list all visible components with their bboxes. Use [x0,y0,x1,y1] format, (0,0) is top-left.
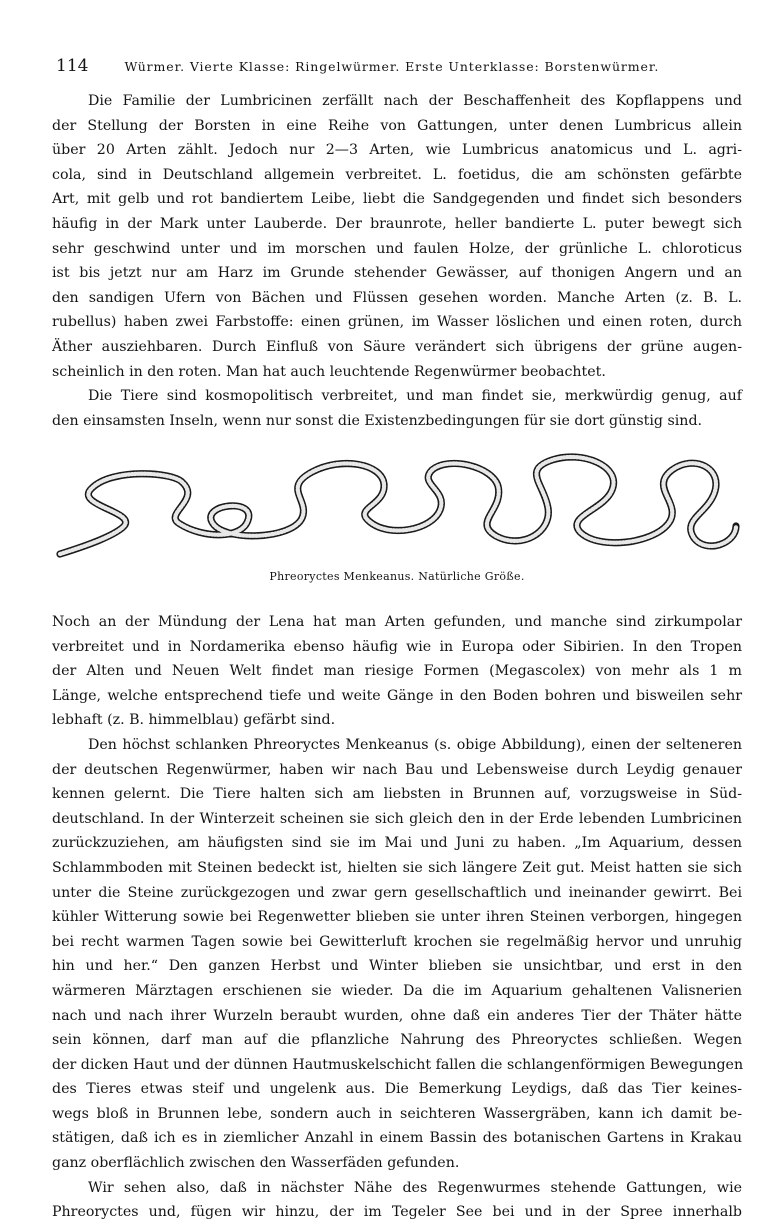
text-line: Schlammboden mit Steinen bedeckt ist, hielten sie sich längere Zeit gut. Meist hatten sie sich [52,859,742,876]
text-line: rubellus) haben zwei Farbstoffe: einen grünen, im Wasser löslichen und einen roten, durch [52,314,742,331]
paragraph [52,610,742,733]
text-line: des Tieres etwas steif und ungelenk aus. Die Bemerkung Leydigs, daß das Tier keines- [52,1081,742,1098]
text-line: lebhaft (z. B. himmelblau) gefärbt sind. [52,712,336,729]
text-line: der deutschen Regenwürmer, haben wir nach Bau und Lebensweise durch Leydig genauer [52,761,742,778]
page-header [56,56,736,78]
text-line: unter die Steine zurückgezogen und zwar gern gesellschaftlich und ineinander gewirrt. Bei [52,884,742,901]
text-line: der Alten und Neuen Welt findet man riesige Formen (Megascolex) von mehr als 1 m [52,663,742,680]
text-line: Äther ausziehbaren. Durch Einfluß von Säure verändert sich übrigens der grüne augen- [52,338,742,355]
text-line: sein können, darf man auf die pflanzliche Nahrung des Phreoryctes schließen. Wegen [52,1032,742,1049]
text-line: hin und her.“ Den ganzen Herbst und Winter blieben sie unsichtbar, und erst in den [52,958,742,975]
text-line: wegs bloß in Brunnen lebe, sondern auch in seichteren Wassergräben, kann ich damit be- [52,1105,742,1122]
text-line: den einsamsten Inseln, wenn nur sonst die Existenzbedingungen für sie dort günstig sind. [52,412,703,429]
paragraph [52,733,742,1176]
text-line: ganz oberflächlich zwischen den Wasserfäden gefunden. [52,1155,460,1172]
text-line: bei recht warmen Tagen sowie bei Gewitterluft krochen sie regelmäßig hervor und unruhig [52,933,742,950]
paragraph [52,89,742,384]
text-line: häufig in der Mark unter Lauberde. Der braunrote, heller bandierte L. puter bewegt sich [52,215,742,232]
text-line: ist bis jetzt nur am Harz im Grunde stehender Gewässer, auf thonigen Angern und an [52,265,742,282]
text-line: wärmeren Märztagen erschienen sie wieder. Da die im Aquarium gehaltenen Valisnerien [52,982,742,999]
text-line: sehr geschwind unter und im morschen und faulen Holze, der grünliche L. chloroticus [52,240,742,257]
text-line: verbreitet und in Nordamerika ebenso häufig wie in Europa oder Sibirien. In den Tropen [52,638,742,655]
text-block-bottom [52,610,742,1225]
text-line: deutschland. In der Winterzeit scheinen sie sich gleich den in der Erde lebenden Lumbricinen [52,810,742,827]
figure-caption: Phreoryctes Menkeanus. Natürliche Größe. [269,570,525,583]
running-head: Würmer. Vierte Klasse: Ringelwürmer. Erste Unterklasse: Borstenwürmer. [124,59,660,74]
text-line: Die Familie der Lumbricinen zerfällt nach der Beschaffenheit des Kopflappens und [88,93,742,109]
text-line: der dicken Haut und der dünnen Hautmuskelschicht fallen die schlangenförmigen Bewegungen [52,1056,744,1073]
text-line: Noch an der Mündung der Lena hat man Arten gefunden, und manche sind zirkumpolar [52,614,742,630]
worm-illustration [52,448,742,568]
text-line: den sandigen Ufern von Bächen und Flüssen gesehen worden. Manche Arten (z. B. L. [52,289,742,306]
text-line: kennen gelernt. Die Tiere halten sich am liebsten in Brunnen auf, vorzugsweise in Süd- [52,786,742,803]
text-block-top [52,89,742,433]
text-line: scheinlich in den roten. Man hat auch leuchtende Regenwürmer beobachtet. [52,363,606,380]
text-line: kühler Witterung sowie bei Regenwetter blieben sie unter ihren Steinen verborgen, hingegen [52,909,742,926]
text-line: Die Tiere sind kosmopolitisch verbreitet, und man findet sie, merkwürdig genug, auf [88,388,742,405]
paragraph [52,384,742,433]
text-line: stätigen, daß ich es in ziemlicher Anzahl in einem Bassin des botanischen Gartens in Krakau [52,1130,742,1147]
page-number: 114 [56,56,89,76]
text-line: Den höchst schlanken Phreoryctes Menkeanus (s. obige Abbildung), einen der selteneren [88,736,742,753]
paragraph [52,1176,742,1225]
text-line: nach und nach ihrer Wurzeln beraubt wurden, ohne daß ein anderes Tier der Thäter hätte [52,1007,742,1024]
text-line: cola, sind in Deutschland allgemein verbreitet. L. foetidus, die am schönsten gefärbte [52,166,742,183]
text-line: der Stellung der Borsten in eine Reihe von Gattungen, unter denen Lumbricus allein [52,117,742,134]
text-line: über 20 Arten zählt. Jedoch nur 2—3 Arten, wie Lumbricus anatomicus und L. agri- [52,142,742,159]
text-line: Länge, welche entsprechend tiefe und weite Gänge in den Boden bohren und bisweilen sehr [52,687,742,704]
text-line: Art, mit gelb und rot bandiertem Leibe, liebt die Sandgegenden und findet sich besonders [52,191,742,208]
text-line: Phreoryctes und, fügen wir hinzu, der im Tegeler See bei und in der Spree innerhalb [52,1204,742,1221]
figure [52,448,742,588]
text-line: zurückzuziehen, am häufigsten sind sie im Mai und Juni zu haben. „Im Aquarium, dessen [52,835,742,852]
text-line: Wir sehen also, daß in nächster Nähe des Regenwurmes stehende Gattungen, wie [88,1179,742,1196]
